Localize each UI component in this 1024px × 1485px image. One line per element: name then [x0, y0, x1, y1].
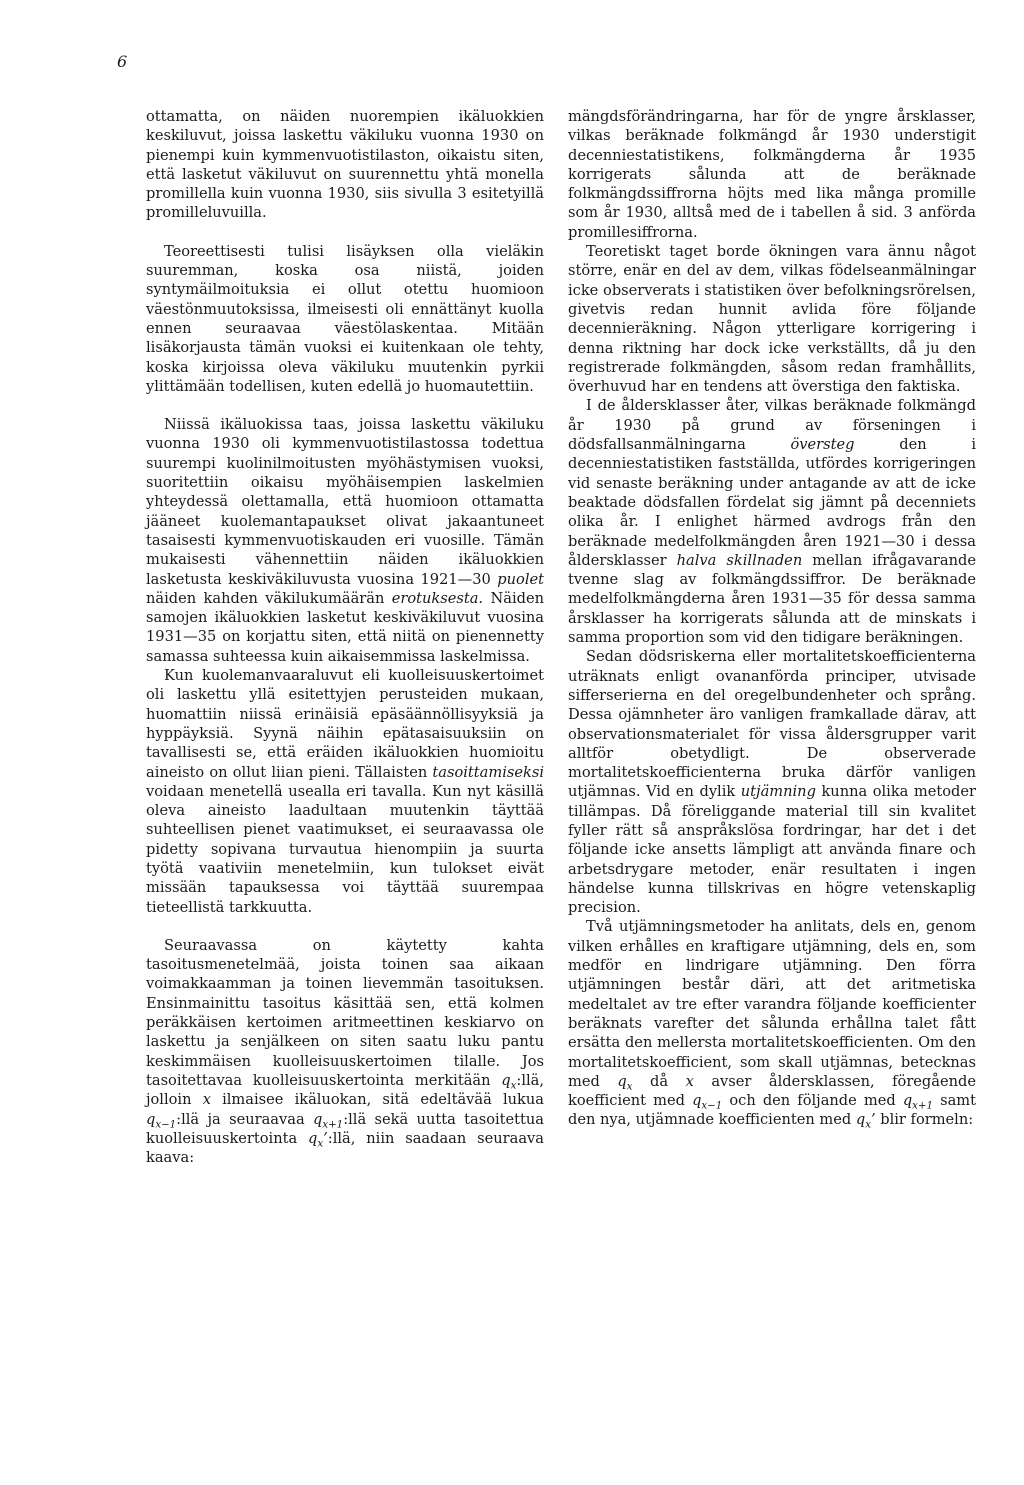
right-paragraph-5: Två utjämningsmetoder ha anlitats, dels en, genom vilken erhålles en kraftigare utjämning, dels en, som medför en lindrigare utjämning. Den förra utjämningen består däri, att det aritmetiska medeltalet av tre efter varandra följande koefficienter beräknats varefter det sålunda erhållna talet fått ersätta den mellersta mortalitetskoefficienten. Om den mortalitetskoefficient, som skall utjämnas, betecknas med $q_x$ då x avser åldersklassen, föregående koefficient med $q_{x-1}$ och den följande med $q_{x+1}$ samt den nya, utjämnade koefficienten med $q_x$’ blir formeln:	[568, 918, 976, 1131]
math-q-x-minus-1: $q_{x-1}$	[692, 1092, 723, 1112]
left-paragraph-3: Niissä ikäluokissa taas, joissa laskettu väkiluku vuonna 1930 oli kymmenvuotistilastossa todettua suurempi kuolinilmoitusten myöhästymisen vuoksi, suoritettiin oikaisu myöhäisempien laskelmien yhteydessä olettamalla, että huomioon ottamatta jääneet kuolemantapaukset olivat jakaantuneet tasaisesti kymmenvuotiskauden eri vuosille. Tämän mukaisesti vähennettiin näiden ikäluokkien lasketusta keskiväkiluvusta vuosina 1921—30 puolet näiden kahden väkilukumäärän erotuksesta. Näiden samojen ikäluokkien lasketut keskiväkiluvut vuosina 1931—35 on korjattu siten, että niitä on pienennetty samassa suhteessa kuin aikaisemmissa laskelmissa.	[146, 416, 544, 665]
math-x: x	[202, 1091, 211, 1109]
math-q-x-prime: $q_x$’	[855, 1111, 876, 1131]
page-number: 6	[117, 52, 128, 71]
left-paragraph-1: ottamatta, on näiden nuorempien ikäluokkien keskiluvut, joissa laskettu väkiluku vuonna 1930 on pienempi kuin kymmenvuotistilaston, oikaistu siten, että lasketut väkiluvut on suurennettu yhtä monella promillella kuin vuonna 1930, siis sivulla 3 esitetyillä promilleluvuilla.	[146, 108, 544, 222]
emphasis-utjamning: utjämning	[740, 783, 816, 801]
math-q-x-plus-1: $q_{x+1}$	[902, 1092, 933, 1112]
left-column	[146, 107, 544, 1167]
left-paragraph-2: Teoreettisesti tulisi lisäyksen olla vieläkin suuremman, koska osa niistä, joiden syntymäilmoituksia ei ollut otettu huomioon väestönmuutoksissa, ilmeisesti oli ennättänyt kuolla ennen seuraavaa väestölaskentaa. Mitään lisäkorjausta tämän vuoksi ei kuitenkaan ole tehty, koska kirjoissa oleva väkiluku muutenkin pyrkii ylittämään todellisen, kuten edellä jo huomautettiin.	[146, 242, 544, 395]
math-qx: $q_x$	[501, 1071, 517, 1092]
emphasis-oversteg: översteg	[790, 436, 855, 454]
math-x: x	[685, 1072, 694, 1090]
right-paragraph-4: Sedan dödsriskerna eller mortalitetskoefficienterna uträknats enligt ovananförda principer, utvisade sifferserierna en del oregelbundenheter och språng. Dessa ojämnheter äro vanligen framkallade därav, att observationsmaterialet för vissa åldersgrupper varit alltför obetydligt. De observerade mortalitetskoefficienterna bruka därför vanligen utjämnas. Vid en dylik utjämning kunna olika metoder tillämpas. Då föreliggande material till sin kvalitet fyller rätt så anspråkslösa fordringar, har det i det följande icke ansetts lämpligt att använda finare och arbetsdrygare metoder, enär resultaten i ingen händelse kunna tillskrivas en högre vetenskaplig precision.	[568, 648, 976, 917]
math-q-x-minus-1: $q_{x-1}$	[146, 1110, 177, 1131]
right-paragraph-1: mängdsförändringarna, har för de yngre årsklasser, vilkas beräknade folkmängd år 1930 understigit decenniestatistikens, folkmängderna år 1935 korrigerats sålunda att de beräknade folkmängdssiffrorna höjts med lika många promille som år 1930, alltså med de i tabellen å sid. 3 anförda promillesiffrorna.	[568, 108, 976, 241]
right-column	[568, 107, 976, 1130]
math-qx: $q_x$	[617, 1072, 633, 1093]
emphasis-erotuksesta: erotuksesta.	[391, 589, 484, 607]
left-paragraph-5: Seuraavassa on käytetty kahta tasoitusmenetelmää, joista toinen saa aikaan voimakkaamman ja toinen lievemmän tasoituksen. Ensinmainittu tasoitus käsittää sen, että kolmen peräkkäisen kertoimen aritmeettinen keskiarvo on laskettu ja senjälkeen on siten saatu luku pantu keskimmäisen kuolleisuuskertoimen tilalle. Jos tasoitettavaa kuolleisuuskertointa merkitään $q_x:llä$, jolloin x ilmaisee ikäluokan, sitä edeltävää lukua $q_{x-1}:llä$ ja seuraavaa $q_{x+1}:llä$ sekä uutta tasoitettua kuolleisuuskertointa $q_x’:llä$, niin saadaan seuraava kaava:	[146, 936, 544, 1167]
emphasis-puolet: puolet	[497, 570, 544, 588]
math-q-x-plus-1: $q_{x+1}$	[313, 1110, 344, 1131]
emphasis-halva-skillnaden: halva skillnaden	[676, 551, 803, 569]
math-q-x-prime: $q_x$’	[308, 1129, 328, 1150]
right-paragraph-2: Teoretiskt taget borde ökningen vara ännu något större, enär en del av dem, vilkas födelseanmälningar icke observerats i statistiken över befolkningsrörelsen, givetvis redan hunnit avlida före följande decenniеräkning. Någon ytterligare korrigering i denna riktning har dock icke verkställts, då ju den registrerade folkmängden, såsom redan framhållits, överhuvud har en tendens att överstiga den faktiska.	[568, 243, 976, 396]
right-paragraph-3: I de åldersklasser åter, vilkas beräknade folkmängd år 1930 på grund av förseningen i dödsfallsanmälningarna översteg den i decenniestatistiken fastställda, utfördes korrigeringen vid senaste beräkning under antagande av att de icke beaktade dödsfallen fördelat sig jämnt på decenniets olika år. I enlighet härmed avdrogs från den beräknade medelfolkmängden åren 1921—30 i dessa åldersklasser halva skillnaden mellan ifrågavarande tvenne slag av folkmängdssiffror. De beräknade medelfolkmängderna åren 1931—35 för dessa samma årsklasser ha korrigerats sålunda att de minskats i samma proportion som vid den tidigare beräkningen.	[568, 397, 976, 647]
emphasis-tasoittamiseksi: tasoittamiseksi	[432, 763, 544, 781]
left-paragraph-4: Kun kuolemanvaaraluvut eli kuolleisuuskertoimet oli laskettu yllä esitettyjen perusteiden mukaan, huomattiin niissä erinäisiä epäsäännöllisyyksiä ja hyppäyksiä. Syynä näihin epätasaisuuksiin on tavallisesti se, että eräiden ikäluokkien huomioitu aineisto on ollut liian pieni. Tällaisten tasoittamiseksi voidaan menetellä usealla eri tavalla. Kun nyt käsillä oleva aineisto laadultaan muutenkin täyttää suhteellisen pienet vaatimukset, ei seuraavassa ole pidetty sopivana turvautua hienompiin ja suurta työtä vaativiin menetelmiin, kun tulokset eivät missään tapauksessa voi täyttää suurempaa tieteellistä tarkkuutta.	[146, 667, 544, 916]
